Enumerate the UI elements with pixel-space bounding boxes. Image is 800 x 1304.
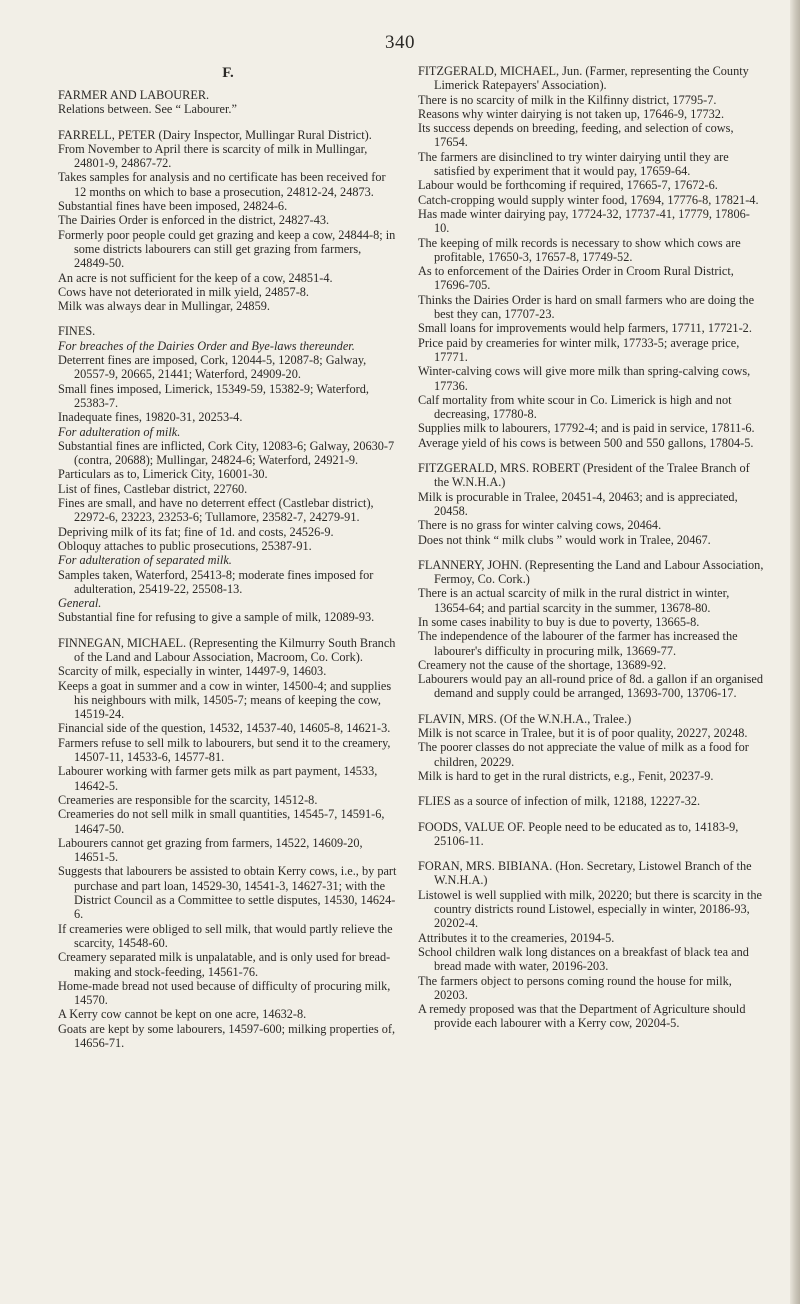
entry-line: Labour would be forthcoming if required, 17665-7, 17672-6.	[418, 178, 718, 193]
entry-line: Samples taken, Waterford, 25413-8; moderate fines imposed for adulteration, 25419-22, 25508-13.	[58, 567, 374, 596]
entry-line: Substantial fines are inflicted, Cork City, 12083-6; Galway, 20630-7 (contra, 20688); Mullingar, 24824-6; Waterford, 24921-9.	[58, 438, 395, 468]
entry-line: Its success depends on breeding, feeding, and selection of cows, 17654.	[418, 121, 734, 150]
right-column	[418, 64, 764, 1042]
entry-line: Obloquy attaches to public prosecutions, 25387-91.	[58, 538, 312, 553]
index-entry	[418, 461, 764, 547]
entry-line: In some cases inability to buy is due to poverty, 13665-8.	[418, 614, 700, 629]
entry-line: Attributes it to the creameries, 20194-5.	[418, 930, 615, 945]
entry-line: Milk is not scarce in Tralee, but it is of poor quality, 20227, 20248.	[418, 726, 748, 741]
entry-line: Listowel is well supplied with milk, 20220; but there is scarcity in the country districts round Listowel, especially in winter, 20186-93, 20202-4.	[418, 887, 762, 931]
entry-line: Calf mortality from white scour in Co. Limerick is high and not decreasing, 17780-8.	[418, 392, 732, 422]
entry-line: The independence of the labourer of the farmer has increased the labourer's difficulty in procuring milk, 13669-77.	[418, 629, 738, 658]
entry-line: Labourer working with farmer gets milk as part payment, 14533, 14642-5.	[58, 764, 378, 793]
entry-subheading: For adulteration of milk.	[58, 424, 181, 439]
entry-line: From November to April there is scarcity of milk in Mullingar, 24801-9, 24867-72.	[58, 141, 368, 171]
entry-line: Formerly poor people could get grazing and keep a cow, 24844-8; in some districts labourers can still get grazing from farmers, 24849-50.	[58, 227, 396, 271]
entry-line: Catch-cropping would supply winter food, 17694, 17776-8, 17821-4.	[418, 192, 759, 207]
entry-heading: FOODS, VALUE OF. People need to be educated as to, 14183-9, 25106-11.	[418, 819, 739, 848]
entry-line: Keeps a goat in summer and a cow in winter, 14500-4; and supplies his neighbours with milk, 14505-7; means of keeping the cow, 14519-24.	[58, 678, 392, 722]
entry-line: Financial side of the question, 14532, 14537-40, 14605-8, 14621-3.	[58, 721, 391, 736]
entry-line: Thinks the Dairies Order is hard on small farmers who are doing the best they can, 17707-23.	[418, 292, 755, 322]
entry-line: Labourers cannot get grazing from farmers, 14522, 14609-20, 14651-5.	[58, 835, 363, 865]
entry-line: Supplies milk to labourers, 17792-4; and is paid in service, 17811-6.	[418, 421, 755, 436]
entry-line: Creameries are responsible for the scarcity, 14512-8.	[58, 792, 318, 807]
entry-line: Depriving milk of its fat; fine of 1d. and costs, 24526-9.	[58, 524, 334, 539]
index-entry	[418, 859, 764, 1031]
entry-subheading: For breaches of the Dairies Order and Bye-laws thereunder.	[58, 338, 355, 353]
entry-line: Does not think “ milk clubs ” would work in Tralee, 20467.	[418, 532, 711, 547]
entry-line: There is no scarcity of milk in the Kilfinny district, 17795-7.	[418, 92, 717, 107]
entry-heading: FORAN, MRS. BIBIANA. (Hon. Secretary, Listowel Branch of the W.N.H.A.)	[418, 859, 752, 888]
entry-line: Average yield of his cows is between 500 and 550 gallons, 17804-5.	[418, 435, 754, 450]
index-entry	[58, 636, 398, 1051]
entry-line: Milk is hard to get in the rural districts, e.g., Fenit, 20237-9.	[418, 768, 714, 783]
right-entries	[418, 64, 764, 1031]
entry-line: The farmers are disinclined to try winter dairying until they are satisfied by experiment that it would pay, 17659-64.	[418, 149, 729, 179]
index-entry	[418, 820, 764, 849]
entry-line: Fines are small, and have no deterrent effect (Castlebar district), 22972-6, 23223, 23253-6; Tullamore, 23582-7, 24279-91.	[58, 496, 374, 525]
entry-line: Has made winter dairying pay, 17724-32, 17737-41, 17779, 17806-10.	[418, 206, 750, 236]
entry-heading: FARMER AND LABOURER.	[58, 88, 210, 102]
entry-line: List of fines, Castlebar district, 22760.	[58, 481, 248, 496]
entry-line: Deterrent fines are imposed, Cork, 12044-5, 12087-8; Galway, 20557-9, 20665, 21441; Waterford, 24909-20.	[58, 353, 367, 382]
index-entry	[418, 558, 764, 701]
left-column	[58, 64, 398, 1061]
entry-heading: FARRELL, PETER (Dairy Inspector, Mullingar Rural District).	[58, 127, 372, 142]
entry-line: The farmers object to persons coming round the house for milk, 20203.	[418, 973, 732, 1002]
entry-line: Cows have not deteriorated in milk yield, 24857-8.	[58, 284, 310, 299]
index-entry	[58, 324, 398, 624]
page-edge-shadow	[790, 0, 800, 1304]
entry-line: Creamery not the cause of the shortage, 13689-92.	[418, 657, 667, 672]
entry-line: Particulars as to, Limerick City, 16001-30.	[58, 467, 268, 482]
entry-line: As to enforcement of the Dairies Order in Croom Rural District, 17696-705.	[418, 264, 734, 293]
entry-line: Small fines imposed, Limerick, 15349-59, 15382-9; Waterford, 25383-7.	[58, 381, 369, 410]
left-entries	[58, 88, 398, 1050]
entry-line: Small loans for improvements would help farmers, 17711, 17721-2.	[418, 321, 752, 336]
entry-heading: FLAVIN, MRS. (Of the W.N.H.A., Tralee.)	[418, 711, 632, 726]
page-number: 340	[385, 32, 415, 53]
index-letter: F.	[222, 65, 234, 81]
entry-line: An acre is not sufficient for the keep of a cow, 24851-4.	[58, 270, 333, 285]
entry-subheading: For adulteration of separated milk.	[58, 553, 232, 568]
entry-line: Scarcity of milk, especially in winter, 14497-9, 14603.	[58, 664, 327, 679]
index-entry	[58, 128, 398, 314]
entry-heading: FINNEGAN, MICHAEL. (Representing the Kilmurry South Branch of the Land and Labour Association, Macroom, Co. Cork).	[58, 635, 396, 664]
index-entry	[418, 712, 764, 783]
entry-line: If creameries were obliged to sell milk, that would partly relieve the scarcity, 14548-60.	[58, 921, 393, 950]
entry-subheading: General.	[58, 596, 102, 611]
index-entry	[418, 794, 764, 808]
entry-line: Relations between. See “ Labourer.”	[58, 102, 237, 117]
entry-line: Substantial fines have been imposed, 24824-6.	[58, 199, 288, 214]
entry-heading: FITZGERALD, MRS. ROBERT (President of the Tralee Branch of the W.N.H.A.)	[418, 461, 750, 490]
entry-line: Milk is procurable in Tralee, 20451-4, 20463; and is appreciated, 20458.	[418, 489, 738, 518]
index-entry	[58, 88, 398, 117]
entry-line: There is an actual scarcity of milk in the rural district in winter, 13654-64; and partial scarcity in the summer, 13678-80.	[418, 586, 730, 615]
entry-line: A remedy proposed was that the Department of Agriculture should provide each labourer with a Kerry cow, 20204-5.	[418, 1002, 746, 1031]
entry-line: School children walk long distances on a breakfast of black tea and bread made with water, 20196-203.	[418, 944, 749, 974]
entry-line: A Kerry cow cannot be kept on one acre, 14632-8.	[58, 1007, 307, 1022]
entry-line: Substantial fine for refusing to give a sample of milk, 12089-93.	[58, 610, 375, 625]
entry-line: The poorer classes do not appreciate the value of milk as a food for children, 20229.	[418, 740, 749, 769]
entry-line: The Dairies Order is enforced in the district, 24827-43.	[58, 213, 330, 228]
entry-heading: FLANNERY, JOHN. (Representing the Land and Labour Association, Fermoy, Co. Cork.)	[418, 557, 764, 587]
entry-line: Creameries do not sell milk in small quantities, 14545-7, 14591-6, 14647-50.	[58, 807, 385, 836]
entry-line: Milk was always dear in Mullingar, 24859.	[58, 299, 270, 314]
entry-line: Labourers would pay an all-round price of 8d. a gallon if an organised demand and supply could be arranged, 13693-700, 13706-17.	[418, 672, 764, 701]
entry-line: Creamery separated milk is unpalatable, and is only used for bread-making and stock-feeding, 14561-76.	[58, 950, 391, 979]
entry-line: Price paid by creameries for winter milk, 17733-5; average price, 17771.	[418, 335, 740, 364]
entry-line: Suggests that labourers be assisted to obtain Kerry cows, i.e., by part purchase and part loan, 14529-30, 14541-3, 14627-31; with the District Council as a Committee to settle disputes, 14530, 14624-6.	[58, 864, 397, 922]
entry-line: Home-made bread not used because of difficulty of procuring milk, 14570.	[58, 978, 391, 1008]
entry-line: Goats are kept by some labourers, 14597-600; milking properties of, 14656-71.	[58, 1021, 396, 1050]
entry-line: Winter-calving cows will give more milk than spring-calving cows, 17736.	[418, 364, 751, 393]
entry-line: Reasons why winter dairying is not taken up, 17646-9, 17732.	[418, 106, 725, 121]
entry-line: The keeping of milk records is necessary to show which cows are profitable, 17650-3, 17657-8, 17749-52.	[418, 235, 741, 264]
entry-line: Farmers refuse to sell milk to labourers, but send it to the creamery, 14507-11, 14533-6, 14577-81.	[58, 735, 391, 765]
entry-heading: FINES.	[58, 324, 96, 339]
index-entry	[418, 64, 764, 450]
entry-line: There is no grass for winter calving cows, 20464.	[418, 518, 662, 533]
entry-heading: FITZGERALD, MICHAEL, Jun. (Farmer, representing the County Limerick Ratepayers' Association).	[418, 64, 749, 93]
entry-heading: FLIES as a source of infection of milk, 12188, 12227-32.	[418, 794, 701, 809]
entry-line: Takes samples for analysis and no certificate has been received for 12 months on which to base a prosecution, 24812-24, 24873.	[58, 170, 386, 199]
entry-line: Inadequate fines, 19820-31, 20253-4.	[58, 410, 243, 425]
